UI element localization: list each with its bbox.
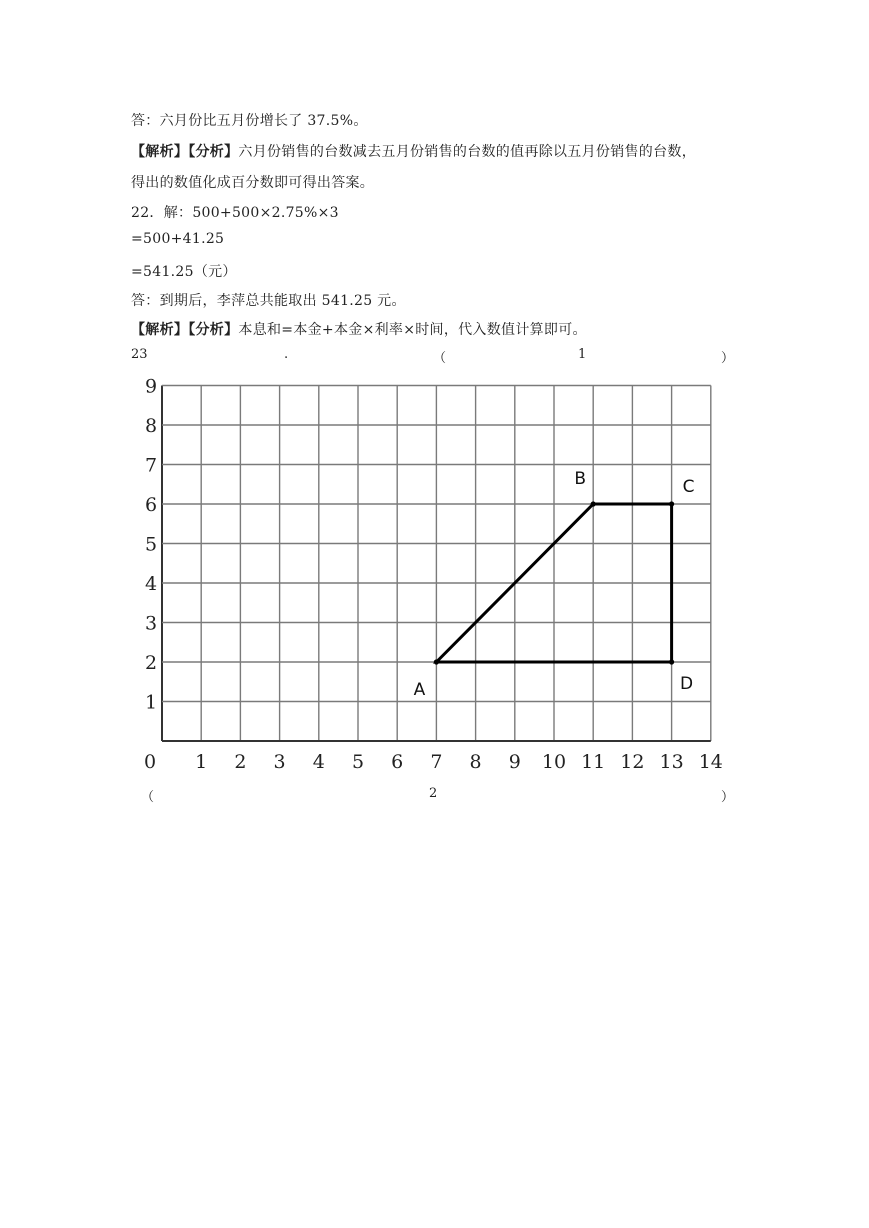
- x-tick-label: 4: [312, 751, 325, 773]
- point-label-d: D: [680, 674, 694, 694]
- line-3-text: 得出的数值化成百分数即可得出答案。: [131, 175, 375, 191]
- y-tick-label: 1: [144, 691, 158, 714]
- x-tick-label: 3: [273, 751, 286, 773]
- axis-labels: [144, 376, 723, 774]
- vertex-c: [669, 501, 674, 506]
- analysis-tag-2: 【解析】【分析】: [131, 322, 239, 338]
- x-tick-label: 9: [508, 751, 521, 773]
- x-tick-label: 5: [351, 751, 365, 773]
- y-tick-label: 7: [144, 454, 158, 477]
- caption-line: [131, 786, 735, 806]
- x-tick-label: 1: [195, 751, 208, 773]
- line-1-text: 答：六月份比五月份增长了 37.5%。: [131, 113, 368, 129]
- y-tick-label: 5: [144, 533, 158, 556]
- line-6-text: =541.25（元）: [131, 264, 237, 280]
- x-tick-label: 10: [541, 751, 567, 773]
- line-2-text: 六月份销售的台数减去五月份销售的台数的值再除以五月份销售的台数，: [238, 144, 697, 160]
- vertex-d: [669, 659, 674, 664]
- point-label-b: B: [574, 469, 587, 489]
- vertex-b: [591, 501, 596, 506]
- x-tick-label: 12: [620, 751, 645, 773]
- x-tick-label: 11: [581, 751, 606, 773]
- caption-open-paren: （: [141, 790, 155, 805]
- line-8-text: 本息和=本金+本金×利率×时间，代入数值计算即可。: [238, 322, 587, 338]
- grid-lines: [162, 386, 711, 742]
- caption-number: 2: [429, 786, 438, 801]
- y-tick-label: 6: [144, 494, 158, 516]
- line-7-text: 答：到期后，李萍总共能取出 541.25 元。: [131, 293, 406, 309]
- line-5-text: =500+41.25: [131, 231, 225, 247]
- analysis-tag: 【解析】【分析】: [131, 144, 239, 160]
- point-label-a: A: [413, 680, 426, 700]
- x-tick-label: 7: [430, 751, 443, 773]
- x-tick-label: 14: [698, 751, 723, 773]
- question-dot: .: [284, 347, 289, 362]
- vertex-a: [434, 659, 439, 664]
- y-tick-label: 9: [144, 375, 158, 398]
- line-4-text: 22．解：500+500×2.75%×3: [131, 205, 339, 221]
- x-tick-label: 13: [659, 751, 684, 773]
- y-tick-label: 3: [144, 612, 158, 635]
- y-tick-label: 8: [144, 415, 158, 437]
- x-tick-label: 8: [469, 751, 482, 773]
- blank-open-paren: （: [433, 351, 447, 366]
- question-number: 23: [131, 347, 148, 362]
- y-tick-label: 2: [144, 652, 158, 674]
- x-tick-label: 2: [234, 751, 247, 773]
- x-tick-label: 0: [143, 751, 157, 773]
- caption-close-paren: ）: [721, 790, 735, 805]
- x-tick-label: 6: [391, 751, 404, 773]
- y-tick-label: 4: [144, 573, 158, 595]
- blank-close-paren: ）: [721, 351, 735, 366]
- point-label-c: C: [682, 477, 695, 497]
- blank-number: 1: [578, 347, 587, 362]
